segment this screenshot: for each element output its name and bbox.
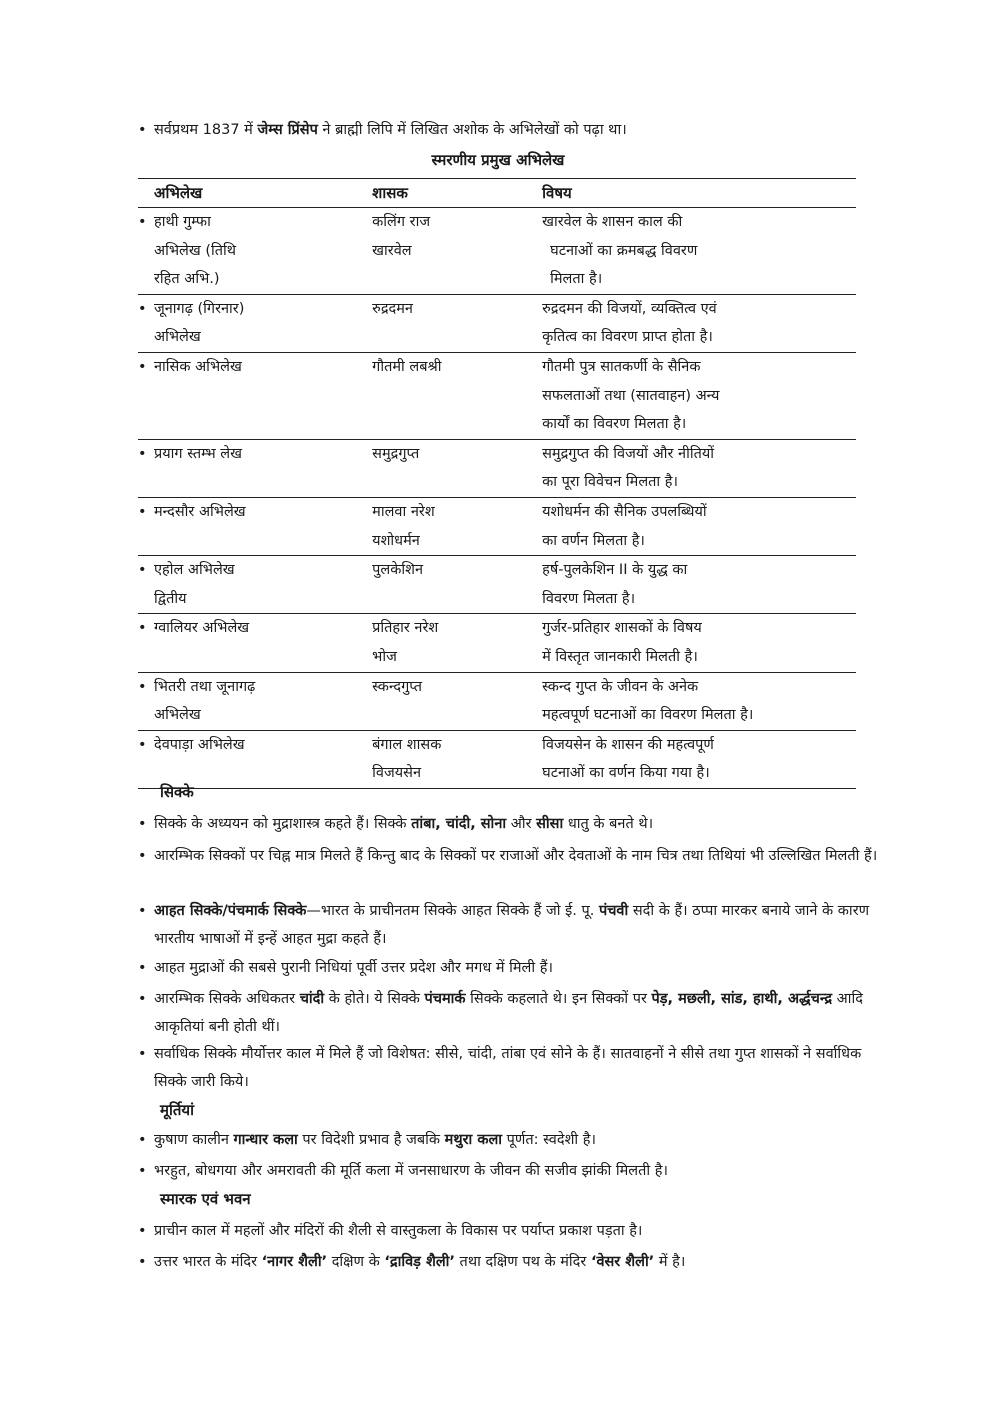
cell-inscription-line: • एहोल अभिलेख: [138, 556, 372, 585]
text: धातु के बनते थे।: [563, 816, 654, 832]
table-row: [138, 439, 856, 497]
cell-subject-line: समुद्रगुप्त की विजयों और नीतियों: [542, 445, 715, 462]
cell-subject-line: कार्यों का विवरण मिलता है।: [542, 416, 687, 433]
coins-point-1: [138, 810, 878, 838]
cell-subject: [542, 672, 856, 730]
text: दक्षिण के: [327, 1254, 385, 1270]
cell-inscription-line: रहित अभि.): [154, 271, 220, 288]
text: आरम्भिक सिक्कों पर चिह्न मात्र मिलते हैं किन्तु बाद के सिक्कों पर राजाओं और देवताओं के नाम चित्र तथा तिथियां भी उल्लिखित मिलती हैं।: [154, 848, 878, 864]
bold-text: ‘द्राविड़ शैली’: [384, 1254, 455, 1270]
cell-ruler: [372, 294, 542, 352]
bold-text: तांबा, चांदी, सोना: [411, 816, 507, 832]
text: आहत मुद्राओं की सबसे पुरानी निधियां पूर्वी उत्तर प्रदेश और मगध में मिली हैं।: [154, 960, 553, 976]
text: सदी के हैं। ठप्पा मारकर बनाये जाने के कारण भारतीय भाषाओं में इन्हें आहत मुद्रा कहते हैं।: [154, 903, 870, 947]
bullet-glyph: •: [138, 991, 147, 1007]
cell-subject-line: कृतित्व का विवरण प्राप्त होता है।: [542, 329, 713, 346]
cell-inscription-line: • प्रयाग स्तम्भ लेख: [138, 440, 372, 469]
text: सिक्के कहलाते थे। इन सिक्कों पर: [465, 991, 652, 1007]
cell-inscription-line: • देवपाड़ा अभिलेख: [138, 731, 372, 760]
cell-inscription-line: • मन्दसौर अभिलेख: [138, 498, 372, 527]
monuments-point-2: [138, 1248, 878, 1276]
table-header-row: [138, 179, 856, 208]
cell-subject-line: महत्वपूर्ण घटनाओं का विवरण मिलता है।: [542, 707, 754, 724]
cell-ruler-line: प्रतिहार नरेश: [372, 620, 439, 637]
monuments-point-1: [138, 1217, 878, 1245]
cell-subject-line: में विस्तृत जानकारी मिलती है।: [542, 648, 698, 665]
bold-text: ‘वेसर शैली’: [590, 1254, 655, 1270]
text: आदि आकृतियां बनी होती थीं।: [154, 991, 863, 1035]
bullet-glyph: •: [138, 1223, 147, 1239]
cell-inscription: [138, 352, 372, 439]
text: कुषाण कालीन: [154, 1132, 234, 1148]
cell-inscription-line: अभिलेख: [154, 329, 201, 346]
cell-ruler-line: कलिंग राज: [372, 214, 431, 230]
text: सिक्के के अध्ययन को मुद्राशास्त्र कहते हैं। सिक्के: [154, 816, 412, 832]
text: उत्तर भारत के मंदिर: [154, 1254, 262, 1270]
cell-ruler: [372, 439, 542, 497]
cell-ruler: [372, 672, 542, 730]
cell-inscription: [138, 497, 372, 555]
cell-ruler-line: मालवा नरेश: [372, 503, 435, 520]
table-row: [138, 294, 856, 352]
cell-subject-line: गौतमी पुत्र सातकर्णी के सैनिक: [542, 358, 701, 375]
cell-inscription-line: • भितरी तथा जूनागढ़: [138, 673, 372, 702]
cell-subject-line: हर्ष-पुलकेशिन II के युद्ध का: [542, 562, 688, 579]
table-row: [138, 730, 856, 788]
cell-subject-line: मिलता है।: [550, 271, 603, 288]
cell-ruler: [372, 208, 542, 295]
intro-bullet: [138, 116, 878, 144]
bold-text: गान्धार कला: [233, 1132, 298, 1148]
cell-ruler-line: विजयसेन: [372, 765, 421, 782]
text: सर्वाधिक सिक्के मौर्योत्तर काल में मिले हैं जो विशेषत: सीसे, चांदी, तांबा एवं सोने के हैं। सातवाहनों ने सीसे तथा गुप्त शासकों ने सर्वाधिक सिक्के जारी किये।: [154, 1046, 862, 1090]
bold-text: सीसा: [536, 816, 564, 832]
cell-subject: [542, 352, 856, 439]
cell-inscription: [138, 556, 372, 614]
bullet-glyph: •: [138, 1254, 147, 1270]
bullet-glyph: •: [138, 816, 147, 832]
inscriptions-table: [138, 178, 856, 789]
cell-subject-line: घटनाओं का क्रमबद्ध विवरण: [550, 242, 698, 259]
bullet-glyph: •: [138, 903, 147, 919]
cell-inscription: [138, 672, 372, 730]
cell-inscription-line: • हाथी गुम्फा: [138, 208, 372, 237]
cell-subject-line: का वर्णन मिलता है।: [542, 532, 645, 549]
cell-subject: [542, 556, 856, 614]
cell-ruler: [372, 352, 542, 439]
cell-ruler-line: खारवेल: [372, 242, 412, 259]
bold-text: पेड़, मछली, सांड, हाथी, अर्द्धचन्द्र: [651, 991, 833, 1007]
cell-subject-line: खारवेल के शासन काल की: [542, 214, 683, 230]
cell-subject-line: यशोधर्मन की सैनिक उपलब्धियों: [542, 503, 707, 520]
cell-subject-line: का पूरा विवेचन मिलता है।: [542, 474, 678, 491]
cell-ruler-line: भोज: [372, 648, 397, 665]
cell-ruler-line: स्कन्दगुप्त: [372, 678, 423, 695]
cell-inscription: [138, 294, 372, 352]
cell-ruler-line: रुद्रदमन: [372, 300, 413, 317]
coins-point-2: [138, 842, 878, 870]
cell-ruler-line: यशोधर्मन: [372, 532, 420, 549]
cell-subject-line: स्कन्द गुप्त के जीवन के अनेक: [542, 678, 699, 695]
cell-inscription-line: अभिलेख: [154, 707, 201, 724]
cell-ruler: [372, 497, 542, 555]
text: के होते। ये सिक्के: [324, 991, 425, 1007]
coins-point-3: [138, 897, 878, 953]
coins-point-6: [138, 1040, 878, 1096]
bold-text: मथुरा कला: [444, 1132, 503, 1148]
table-row: [138, 556, 856, 614]
table-row: [138, 672, 856, 730]
cell-inscription-line: • नासिक अभिलेख: [138, 353, 372, 382]
bold-text: चांदी: [299, 991, 325, 1007]
cell-subject: [542, 439, 856, 497]
cell-ruler: [372, 556, 542, 614]
text: तथा दक्षिण पथ के मंदिर: [454, 1254, 591, 1270]
cell-inscription-line: अभिलेख (तिथि: [154, 242, 237, 259]
intro-text-bold: जेम्स प्रिंसेप: [257, 122, 318, 138]
cell-subject: [542, 208, 856, 295]
bold-text: आहत सिक्के/पंचमार्क सिक्के: [154, 903, 307, 919]
cell-inscription: [138, 208, 372, 295]
cell-inscription-line: • जूनागढ़ (गिरनार): [138, 295, 372, 324]
cell-subject: [542, 497, 856, 555]
cell-subject-line: रुद्रदमन की विजयों, व्यक्तित्व एवं: [542, 300, 717, 317]
cell-subject-line: सफलताओं तथा (सातवाहन) अन्य: [542, 387, 720, 404]
text: आरम्भिक सिक्के अधिकतर: [154, 991, 300, 1007]
sculpture-point-1: [138, 1126, 878, 1154]
bullet-glyph: •: [138, 122, 147, 138]
text: और: [506, 816, 537, 832]
coins-point-4: [138, 954, 878, 982]
cell-subject-line: विजयसेन के शासन की महत्वपूर्ण: [542, 736, 714, 753]
cell-ruler: [372, 730, 542, 788]
bullet-glyph: •: [138, 1046, 147, 1062]
cell-subject: [542, 614, 856, 672]
bullet-glyph: •: [138, 848, 147, 864]
sculpture-point-2: [138, 1157, 878, 1185]
coins-heading: सिक्के: [160, 783, 194, 801]
cell-subject: [542, 294, 856, 352]
cell-subject-line: गुर्जर-प्रतिहार शासकों के विषय: [542, 620, 702, 637]
table-row: [138, 352, 856, 439]
bullet-glyph: •: [138, 960, 147, 976]
cell-subject-line: विवरण मिलता है।: [542, 590, 636, 607]
intro-text-pre: सर्वप्रथम 1837 में: [154, 122, 258, 138]
text: पर विदेशी प्रभाव है जबकि: [297, 1132, 445, 1148]
sculpture-heading: मूर्तियां: [160, 1101, 194, 1119]
monuments-heading: स्मारक एवं भवन: [160, 1190, 251, 1208]
bold-text: पंचवी: [598, 903, 629, 919]
header-subject: विषय: [542, 179, 856, 208]
table-row: [138, 614, 856, 672]
text: —भारत के प्राचीनतम सिक्के आहत सिक्के हैं जो ई. पू.: [306, 903, 599, 919]
cell-inscription: [138, 614, 372, 672]
cell-inscription-line: द्वितीय: [154, 590, 187, 607]
header-ruler: शासक: [372, 179, 542, 208]
text: प्राचीन काल में महलों और मंदिरों की शैली से वास्तुकला के विकास पर पर्याप्त प्रकाश पड़ता है।: [154, 1223, 643, 1239]
text: में है।: [654, 1254, 686, 1270]
bold-text: ‘नागर शैली’: [261, 1254, 328, 1270]
text: पूर्णत: स्वदेशी है।: [502, 1132, 596, 1148]
coins-point-5: [138, 985, 878, 1041]
header-inscription: अभिलेख: [138, 179, 372, 208]
bullet-glyph: •: [138, 1132, 147, 1148]
table-row: [138, 497, 856, 555]
cell-inscription-line: • ग्वालियर अभिलेख: [138, 614, 372, 643]
table-row: [138, 208, 856, 295]
cell-subject: [542, 730, 856, 788]
bold-text: पंचमार्क: [424, 991, 466, 1007]
cell-ruler-line: बंगाल शासक: [372, 736, 442, 753]
intro-text-post: ने ब्राह्मी लिपि में लिखित अशोक के अभिलेखों को पढ़ा था।: [317, 122, 627, 138]
cell-ruler-line: समुद्रगुप्त: [372, 445, 420, 462]
cell-ruler: [372, 614, 542, 672]
cell-ruler-line: गौतमी लबश्री: [372, 358, 442, 375]
cell-ruler-line: पुलकेशिन: [372, 562, 424, 579]
cell-inscription: [138, 439, 372, 497]
table-caption: स्मरणीय प्रमुख अभिलेख: [431, 151, 565, 169]
cell-subject-line: घटनाओं का वर्णन किया गया है।: [542, 765, 710, 782]
bullet-glyph: •: [138, 1163, 147, 1179]
text: भरहुत, बोधगया और अमरावती की मूर्ति कला में जनसाधारण के जीवन की सजीव झांकी मिलती है।: [154, 1163, 668, 1179]
